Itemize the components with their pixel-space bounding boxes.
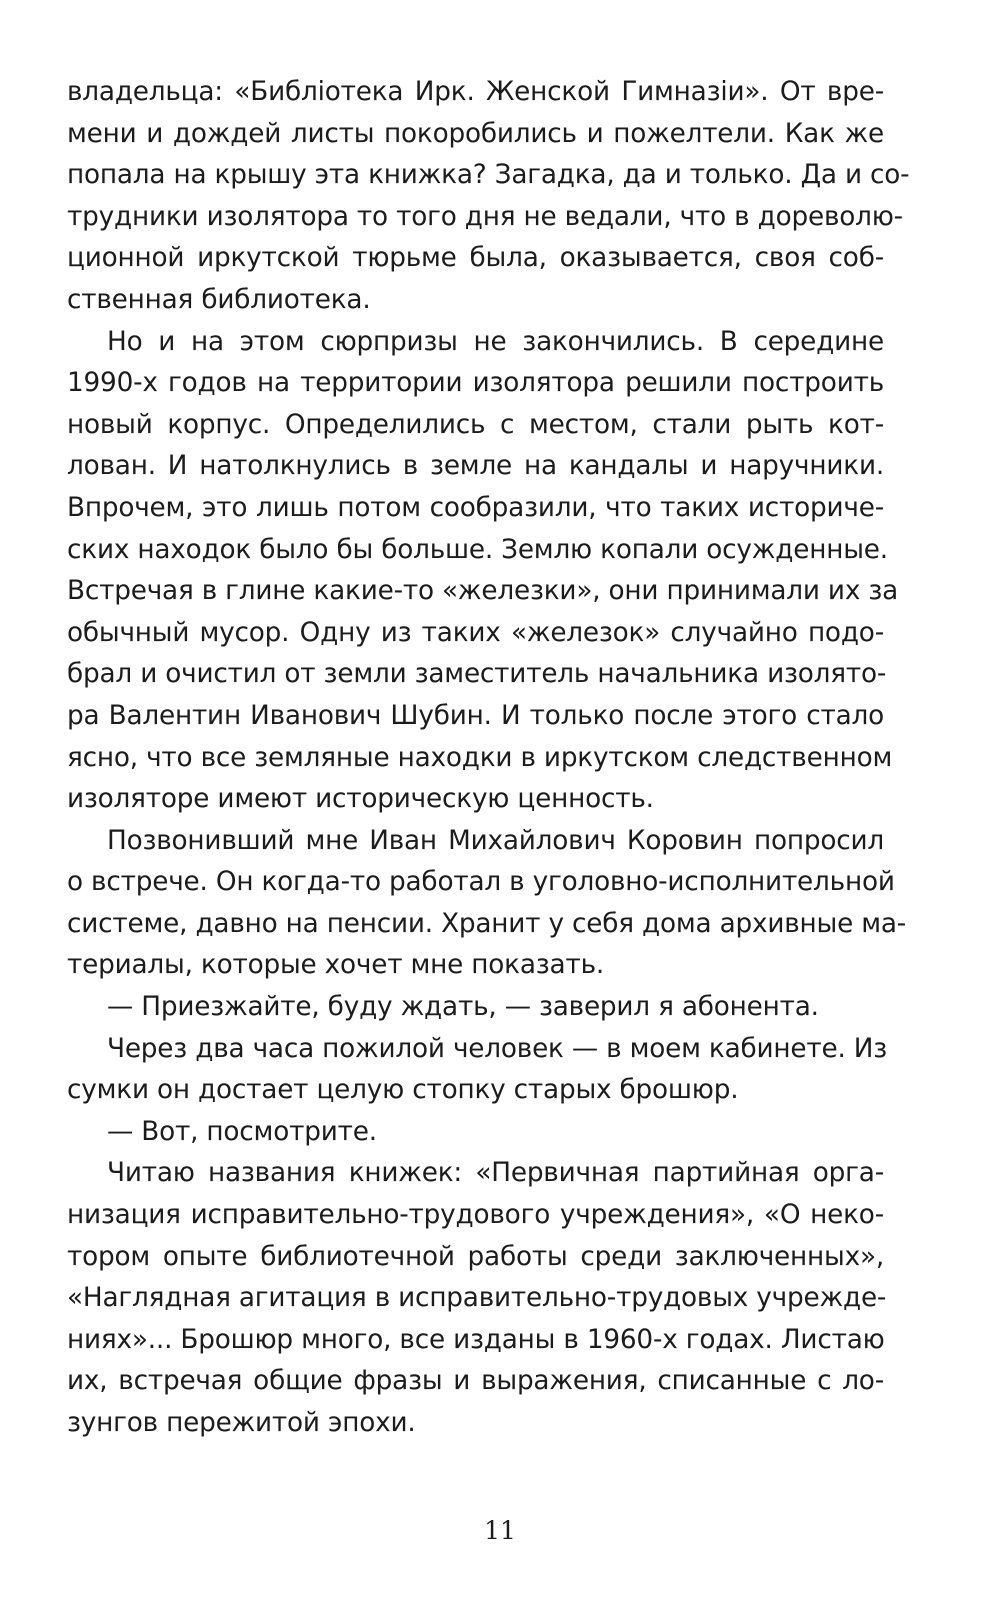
text-line: Позвонивший мне Иван Михайлович Коровин попросил bbox=[107, 825, 884, 856]
text-line: зунгов пережитой эпохи. bbox=[67, 1408, 416, 1438]
text-line: ра Валентин Иванович Шубин. И только после этого стало bbox=[67, 700, 884, 731]
text-line: Через два часа пожилой человек — в моем кабинете. Из bbox=[107, 1033, 888, 1064]
text-line: лован. И натолкнулись в земле на кандалы и наручники. bbox=[67, 451, 884, 482]
text-line: системе, давно на пенсии. Хранит у себя дома архивные ма- bbox=[67, 908, 907, 939]
paragraph-1 bbox=[67, 72, 910, 322]
page-body bbox=[67, 72, 910, 1445]
text-line: тором опыте библиотечной работы среди заключенных», bbox=[67, 1241, 884, 1272]
text-line: Но и на этом сюрпризы не закончились. В середине bbox=[107, 326, 884, 357]
text-line: низация исправительно-трудового учреждения», «О неко- bbox=[67, 1200, 884, 1231]
text-line: ниях»... Брошюр много, все изданы в 1960-х годах. Листаю bbox=[67, 1324, 885, 1355]
text-line: их, встречая общие фразы и выражения, списанные с ло- bbox=[67, 1366, 884, 1397]
text-line: Впрочем, это лишь потом сообразили, что таких историче- bbox=[67, 492, 884, 523]
text-line: обычный мусор. Одну из таких «железок» случайно подо- bbox=[67, 617, 884, 648]
text-line: мени и дождей листы покоробились и пожелтели. Как же bbox=[67, 118, 884, 149]
text-line: териалы, которые хочет мне показать. bbox=[67, 950, 605, 981]
text-line: ственная библиотека. bbox=[67, 284, 371, 315]
text-line: изоляторе имеют историческую ценность. bbox=[67, 784, 654, 815]
paragraph-7 bbox=[67, 1153, 887, 1444]
paragraph-6 bbox=[67, 1112, 884, 1154]
text-line: брал и очистил от земли заместитель начальника изолято- bbox=[67, 659, 887, 690]
text-line: владельца: «Библіотека Ирк. Женской Гимназіи». От вре- bbox=[67, 77, 884, 107]
text-line: о встрече. Он когда-то работал в уголовно-исполнительной bbox=[67, 867, 895, 898]
text-line: ских находок было бы больше. Землю копали осужденные. bbox=[67, 534, 888, 565]
text-line: новый корпус. Определились с местом, стали рыть кот- bbox=[67, 409, 884, 440]
text-line: Читаю названия книжек: «Первичная партийная орга- bbox=[107, 1158, 884, 1189]
page-number: 11 bbox=[484, 1516, 516, 1545]
paragraph-5 bbox=[67, 1029, 888, 1112]
text-line: Встречая в глине какие-то «железки», они принимали их за bbox=[67, 576, 899, 607]
paragraph-3 bbox=[67, 821, 907, 987]
text-line: трудники изолятора то того дня не ведали, что в дореволю- bbox=[67, 201, 903, 232]
text-line: — Вот, посмотрите. bbox=[107, 1116, 377, 1147]
text-line: ционной иркутской тюрьме была, оказывается, своя соб- bbox=[67, 243, 884, 274]
text-line: — Приезжайте, буду ждать, — заверил я абонента. bbox=[107, 992, 819, 1023]
text-line: сумки он достает целую стопку старых брошюр. bbox=[67, 1075, 739, 1106]
paragraph-4 bbox=[67, 987, 884, 1029]
text-line: 1990-х годов на территории изолятора решили построить bbox=[67, 368, 884, 399]
text-line: попала на крышу эта книжка? Загадка, да и только. Да и со- bbox=[67, 160, 910, 191]
paragraph-2 bbox=[67, 322, 899, 821]
text-line: «Наглядная агитация в исправительно-трудовых учрежде- bbox=[67, 1283, 887, 1314]
text-line: ясно, что все земляные находки в иркутском следственном bbox=[67, 742, 893, 773]
